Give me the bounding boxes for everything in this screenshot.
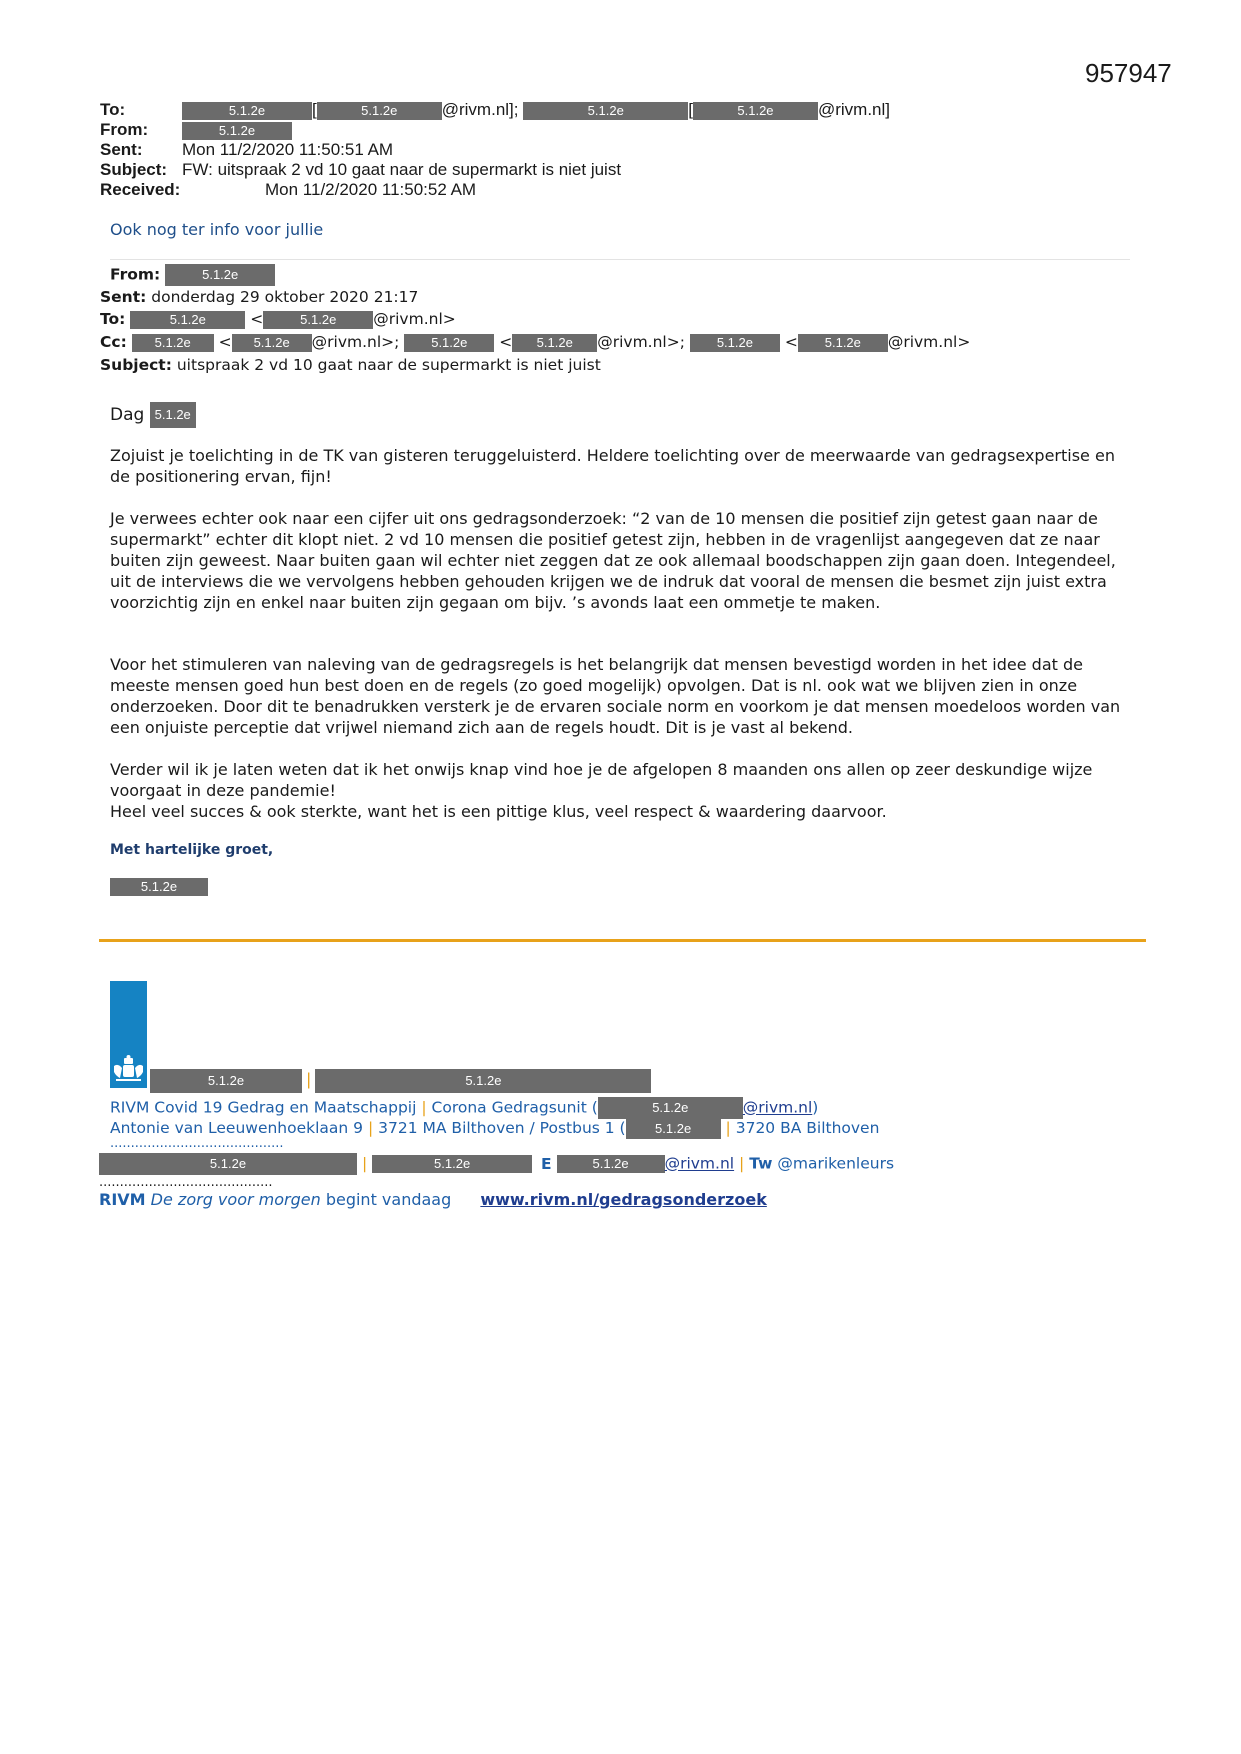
separator: | [739, 1154, 745, 1173]
divider [110, 259, 1130, 260]
signature-name-redacted [110, 878, 208, 896]
redaction-box: 5.1.2e [150, 402, 196, 428]
inner-subject-value: uitspraak 2 vd 10 gaat naar de supermarkt is niet juist [176, 356, 601, 374]
redaction-box: 5.1.2e [626, 1119, 721, 1139]
redaction-box: 5.1.2e [165, 264, 275, 286]
signature-line-3 [99, 1153, 894, 1175]
dotted-line-2: .......................................... [99, 1175, 273, 1190]
redaction-box: 5.1.2e [263, 311, 373, 329]
paragraph-text: Voor het stimuleren van naleving van de gedragsregels is het belangrijk dat mensen bevestigd worden in het idee dat de meeste mensen goed hun best doen en de regels (zo goed mogelijk) opvolgen. Dat is nl. ook wat we blijven zien in onze onderzoeken. Door dit te benadrukken versterk je de ervaren sociale norm en voorkom je dat mensen moedeloos worden van een onjuiste perceptie dat vrijwel niemand zich aan de regels houdt. Dit is je vast al bekend. [110, 655, 1121, 737]
salutation-text: Dag [110, 405, 145, 425]
inner-sent-value: donderdag 29 oktober 2020 21:17 [151, 288, 419, 306]
unit-email-link[interactable]: @rivm.nl [742, 1098, 813, 1117]
body-paragraph-2 [110, 508, 1140, 613]
street-address: Antonie van Leeuwenhoeklaan 9 [110, 1119, 364, 1137]
redaction-box: 5.1.2e [598, 1097, 743, 1119]
inner-sent-label: Sent: [100, 288, 147, 306]
tagline-rivm: RIVM [99, 1190, 146, 1209]
outer-received-label: Received: [100, 180, 181, 199]
lt-sign: < [784, 333, 798, 351]
inner-to-label: To: [100, 310, 126, 328]
lt-sign: < [250, 310, 264, 328]
tagline [99, 1190, 767, 1210]
separator: | [306, 1069, 312, 1089]
website-link[interactable]: www.rivm.nl/gedragsonderzoek [480, 1190, 767, 1209]
redaction-box: 5.1.2e [232, 334, 312, 352]
outer-subject-value: FW: uitspraak 2 vd 10 gaat naar de supermarkt is niet juist [182, 160, 622, 179]
postal-address: 3721 MA Bilthoven / Postbus 1 ( [378, 1119, 626, 1137]
rivm-logo [110, 981, 147, 1088]
outer-subject-row [100, 160, 621, 180]
inner-to-row [100, 309, 456, 330]
personal-email-link[interactable]: @rivm.nl [664, 1154, 735, 1173]
outer-sent-value: Mon 11/2/2020 11:50:51 AM [182, 140, 394, 159]
redaction-box: 5.1.2e [690, 334, 780, 352]
inner-to-email: @rivm.nl> [373, 310, 456, 328]
outer-to-email1: @rivm.nl]; [441, 100, 519, 119]
redaction-box: 5.1.2e [798, 334, 888, 352]
inner-cc-email3: @rivm.nl> [887, 333, 971, 351]
paragraph-text: Zojuist je toelichting in de TK van gisteren teruggeluisterd. Heldere toelichting over de meerwaarde van gedragsexpertise en de positionering ervan, fijn! [110, 446, 1115, 486]
redaction-box: 5.1.2e [512, 334, 597, 352]
redaction-box: 5.1.2e [523, 102, 688, 120]
redaction-box: 5.1.2e [372, 1155, 532, 1173]
inner-from-row [110, 264, 275, 286]
outer-from-label: From: [100, 120, 149, 139]
outer-from-row [100, 120, 292, 140]
twitter-label: Tw [749, 1154, 773, 1173]
inner-cc-row [100, 332, 970, 353]
inner-cc-email2: @rivm.nl>; [597, 333, 685, 351]
redaction-box: 5.1.2e [182, 122, 292, 140]
separator: | [421, 1098, 427, 1117]
inner-cc-label: Cc: [100, 333, 127, 351]
paragraph-text: Heel veel succes & ook sterkte, want het is een pittige klus, veel respect & waardering daarvoor. [110, 802, 887, 821]
redaction-box: 5.1.2e [404, 334, 494, 352]
inner-sent-row [100, 287, 418, 308]
inner-subject-row [100, 355, 601, 376]
redaction-box: 5.1.2e [110, 878, 208, 896]
outer-received-row [100, 180, 476, 200]
redaction-box: 5.1.2e [132, 334, 214, 352]
lt-sign: < [218, 333, 232, 351]
signature-header [150, 1069, 651, 1093]
outer-to-email2: @rivm.nl] [817, 100, 891, 119]
twitter-handle[interactable]: @marikenleurs [777, 1154, 895, 1173]
outer-received-value: Mon 11/2/2020 11:50:52 AM [265, 180, 477, 199]
bracket: [ [312, 100, 317, 119]
outer-sent-label: Sent: [100, 140, 143, 159]
coat-of-arms-icon [110, 1054, 147, 1084]
paragraph-text: Verder wil ik je laten weten dat ik het onwijs knap vind hoe je de afgelopen 8 maanden ons allen op zeer deskundige wijze voorgaat in deze pandemie! [110, 760, 1093, 800]
tagline-rest: begint vandaag [325, 1190, 452, 1209]
bracket: [ [688, 100, 693, 119]
unit-name: Corona Gedragsunit ( [431, 1098, 598, 1117]
body-paragraph-4 [110, 759, 1140, 822]
outer-to-label: To: [100, 100, 126, 119]
outer-subject-label: Subject: [100, 160, 168, 179]
redaction-box: 5.1.2e [182, 102, 312, 120]
closing: Met hartelijke groet, [110, 842, 274, 858]
paren: ) [812, 1098, 819, 1117]
email-label: E [541, 1154, 552, 1173]
inner-from-label: From: [110, 265, 161, 284]
separator: | [367, 1119, 374, 1137]
department-name: RIVM Covid 19 Gedrag en Maatschappij [110, 1098, 417, 1117]
outer-sent-row [100, 140, 393, 160]
document-id: 957947 [1085, 58, 1172, 88]
inner-subject-label: Subject: [100, 356, 172, 374]
paragraph-text: Je verwees echter ook naar een cijfer uit ons gedragsonderzoek: “2 van de 10 mensen die positief zijn getest gaan naar de supermarkt” echter dit klopt niet. 2 vd 10 mensen die positief getest zijn, hebben in de vragenlijst aangegeven dat ze naar buiten zijn geweest. Naar buiten gaan wil echter niet zeggen dat ze ook allemaal boodschappen zijn gaan doen. Integendeel, uit de interviews die we vervolgens hebben gehouden krijgen we de indruk dat vooral de mensen die besmet zijn juist extra voorzichtig zijn en enkel naar buiten zijn gegaan om bijv. ’s avonds laat een ommetje te maken. [110, 509, 1116, 612]
outer-to-row [100, 100, 890, 120]
body-paragraph-1 [110, 445, 1140, 487]
body-paragraph-3 [110, 654, 1140, 738]
redaction-box: 5.1.2e [315, 1069, 651, 1093]
redaction-box: 5.1.2e [130, 311, 245, 329]
tagline-italic: De zorg voor morgen [150, 1190, 321, 1209]
signature-line-1 [110, 1097, 818, 1119]
intro-text: Ook nog ter info voor jullie [110, 220, 324, 239]
lt-sign: < [499, 333, 513, 351]
salutation [110, 402, 196, 428]
separator: | [725, 1119, 731, 1137]
redaction-box: 5.1.2e [557, 1155, 665, 1173]
redaction-box: 5.1.2e [150, 1069, 302, 1093]
dotted-line-1: .......................................... [110, 1136, 284, 1151]
separator: | [361, 1154, 368, 1173]
redaction-box: 5.1.2e [99, 1153, 357, 1175]
postal-city: 3720 BA Bilthoven [735, 1119, 880, 1137]
redaction-box: 5.1.2e [317, 102, 442, 120]
inner-cc-email1: @rivm.nl>; [311, 333, 400, 351]
signature-rule [99, 939, 1146, 942]
redaction-box: 5.1.2e [693, 102, 818, 120]
